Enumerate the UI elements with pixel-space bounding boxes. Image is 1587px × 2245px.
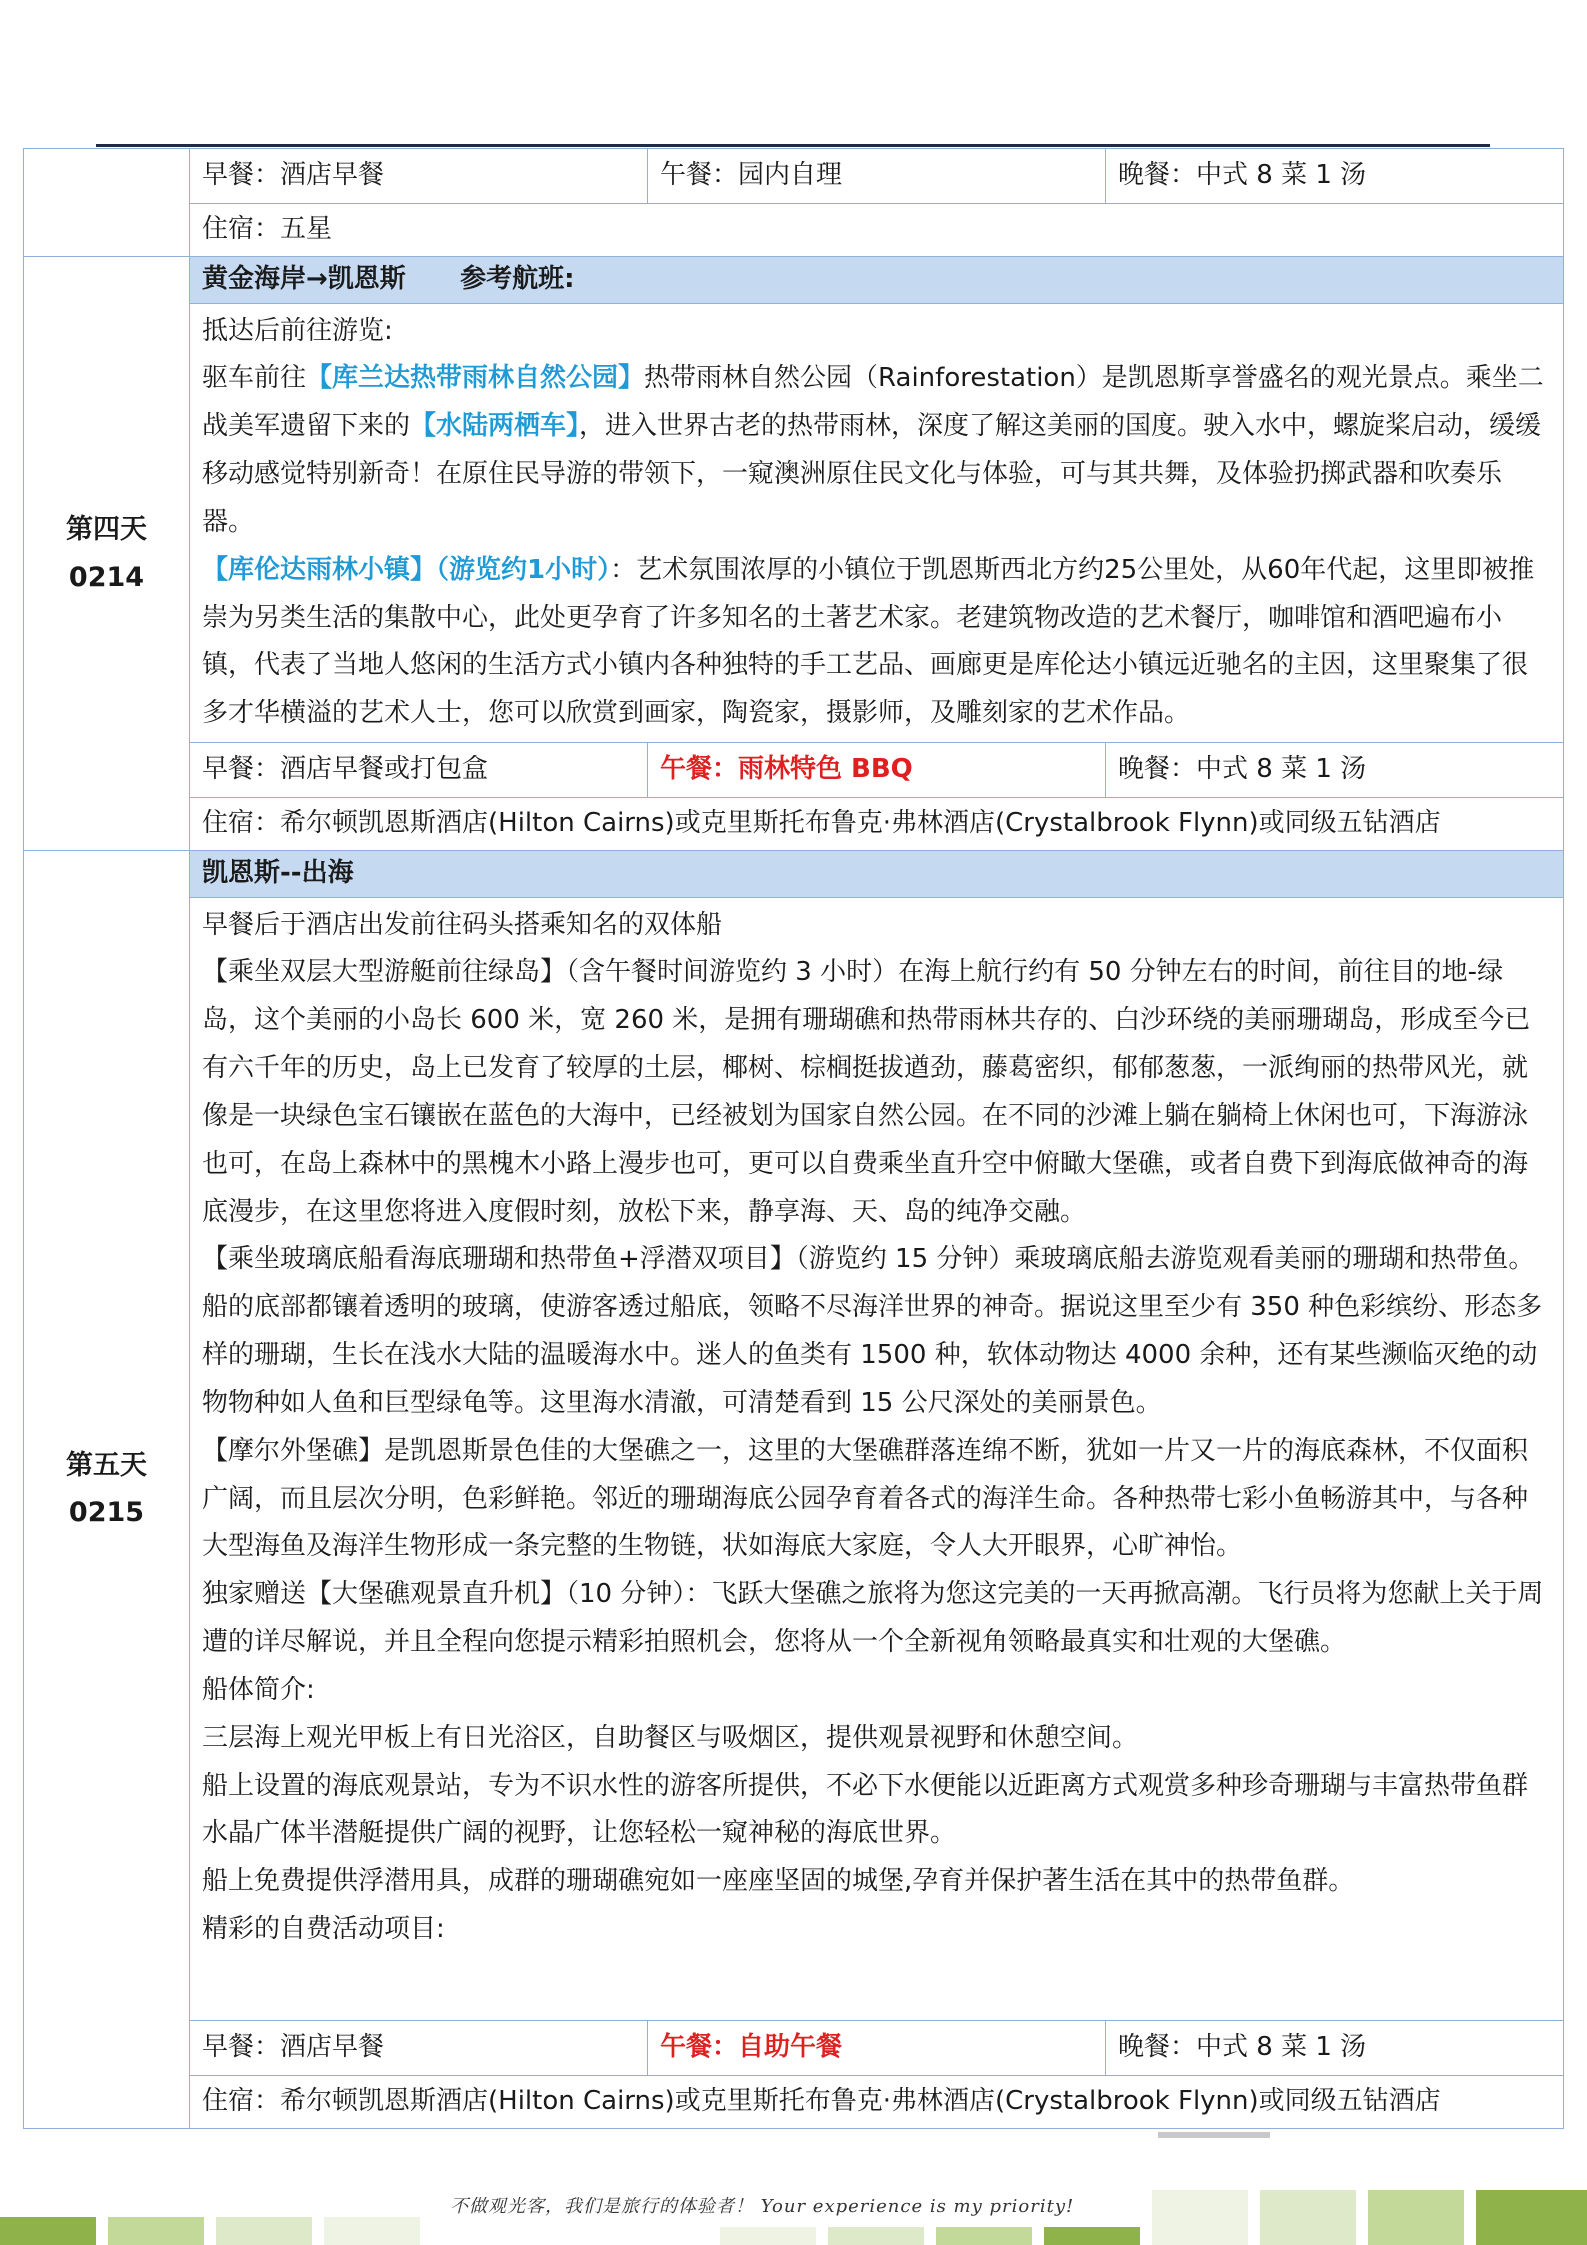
day5-paragraph: 精彩的自费活动项目: <box>202 1914 445 1945</box>
day5-paragraph: 【摩尔外堡礁】是凯恩斯景色佳的大堡礁之一，这里的大堡礁群落连绵不断，犹如一片又一片的海底森林，不仅面积广阔，而且层次分明，色彩鲜艳。邻近的珊瑚海底公园孕育着各式的海洋生命。各种热带七彩小鱼畅游其中，与各种大型海鱼及海洋生物形成一条完整的生物链，状如海底大家庭，令人大开眼界，心旷神怡。 <box>202 1435 1529 1562</box>
footer-block <box>0 2217 96 2245</box>
day4-p1-pre: 驱车前往 <box>202 363 307 394</box>
day4-detail <box>190 303 1564 742</box>
footer-block <box>324 2217 420 2245</box>
day5-lunch: 午餐：自助午餐 <box>648 2020 1106 2075</box>
day3-day-cell <box>24 149 190 257</box>
day5-detail <box>190 897 1564 2020</box>
day3-meal-row <box>24 149 1564 204</box>
day3-lunch: 午餐：园内自理 <box>648 149 1106 204</box>
header-rule <box>96 144 1490 147</box>
day4-date: 0214 <box>68 561 145 593</box>
itinerary-table <box>23 148 1564 2129</box>
footer-block <box>1260 2190 1356 2245</box>
day3-dinner: 晚餐：中式 8 菜 1 汤 <box>1106 149 1564 204</box>
footer-block <box>720 2227 816 2245</box>
day5-header-row <box>24 851 1564 898</box>
day4-lunch: 午餐：雨林特色 BBQ <box>648 743 1106 798</box>
day5-detail-row <box>24 897 1564 2020</box>
day5-paragraph: 早餐后于酒店出发前往码头搭乘知名的双体船 <box>202 909 723 940</box>
day4-stay: 住宿：希尔顿凯恩斯酒店(Hilton Cairns)或克里斯托布鲁克·弗林酒店(Crystalbrook Flynn)或同级五钻酒店 <box>190 798 1564 851</box>
day3-breakfast: 早餐：酒店早餐 <box>190 149 648 204</box>
footer-block <box>1152 2190 1248 2245</box>
day5-paragraph: 船体简介: <box>202 1674 315 1705</box>
day5-meal-row <box>24 2020 1564 2075</box>
day5-paragraph: 船上设置的海底观景站，专为不识水性的游客所提供，不必下水便能以近距离方式观赏多种珍奇珊瑚与丰富热带鱼群水晶广体半潜艇提供广阔的视野，让您轻松一窥神秘的海底世界。 <box>202 1770 1529 1849</box>
day4-header-row <box>24 257 1564 304</box>
day4-detail-row <box>24 303 1564 742</box>
day4-dinner: 晚餐：中式 8 菜 1 汤 <box>1106 743 1564 798</box>
day5-dinner: 晚餐：中式 8 菜 1 汤 <box>1106 2020 1564 2075</box>
day5-date: 0215 <box>68 1497 145 1529</box>
day4-kuranda-park: 【库兰达热带雨林自然公园】 <box>306 363 645 394</box>
day4-intro: 抵达后前往游览: <box>202 315 393 346</box>
day4-p2-post: ：艺术氛围浓厚的小镇位于凯恩斯西北方约25公里处，从60年代起，这里即被推崇为另类生活的集散中心，此处更孕育了许多知名的土著艺术家。老建筑物改造的艺术餐厅，咖啡馆和酒吧遍布小镇，代表了当地人悠闲的生活方式小镇内各种独特的手工艺品、画廊更是库伦达小镇远近驰名的主因，这里聚集了很多才华横溢的艺术人士，您可以欣赏到画家，陶瓷家，摄影师，及雕刻家的艺术作品。 <box>202 554 1535 729</box>
day5-route-header: 凯恩斯--出海 <box>190 851 1564 898</box>
day4-breakfast: 早餐：酒店早餐或打包盒 <box>190 743 648 798</box>
day4-paragraph-1 <box>202 355 1551 546</box>
day4-p1-post: 热带雨林自然公园（Rainforestation）是凯恩斯享誉盛名的观光景点。乘坐二战美军遗留下来的 <box>202 363 1544 442</box>
day4-amphibious-vehicle: 【水陆两栖车】 <box>410 411 580 442</box>
footer-block <box>1368 2190 1464 2245</box>
day5-paragraph: 船上免费提供浮潜用具，成群的珊瑚礁宛如一座座坚固的城堡,孕育并保护著生活在其中的热带鱼群。 <box>202 1866 1355 1897</box>
day5-paragraph: 【乘坐玻璃底船看海底珊瑚和热带鱼+浮潜双项目】（游览约 15 分钟）乘玻璃底船去游览观看美丽的珊瑚和热带鱼。船的底部都镶着透明的玻璃，使游客透过船底，领略不尽海洋世界的神奇。据说这里至少有 350 种色彩缤纷、形态多样的珊瑚，生长在浅水大陆的温暖海水中。迷人的鱼类有 1500 种，软体动物达 4000 余种，还有某些濒临灭绝的动物物种如人鱼和巨型绿龟等。这里海水清澈，可清楚看到 15 公尺深处的美丽景色。 <box>202 1244 1543 1418</box>
footer-slogan: 不做观光客，我们是旅行的体验者！ Your experience is my priority! <box>450 2196 1075 2217</box>
day5-day-cell <box>24 851 190 2129</box>
day4-paragraph-2 <box>202 547 1551 738</box>
day5-stay-row <box>24 2075 1564 2128</box>
footer-block <box>108 2217 204 2245</box>
day4-route-text: 黄金海岸→凯恩斯 参考航班: <box>202 264 575 294</box>
day3-stay: 住宿：五星 <box>190 204 1564 257</box>
footer-block <box>1044 2227 1140 2245</box>
footer-block <box>1476 2190 1587 2245</box>
day5-blank-space <box>202 1954 1551 2016</box>
footer-short-bar <box>1158 2132 1270 2138</box>
day5-paragraph: 【乘坐双层大型游艇前往绿岛】（含午餐时间游览约 3 小时）在海上航行约有 50 分钟左右的时间，前往目的地-绿岛，这个美丽的小岛长 600 米，宽 260 米，是拥有珊瑚礁和热带雨林共存的、白沙环绕的美丽珊瑚岛，形成至今已有六千年的历史，岛上已发育了较厚的土层，椰树、棕榈挺拔遒劲，藤葛密织，郁郁葱葱，一派绚丽的热带风光，就像是一块绿色宝石镶嵌在蓝色的大海中，已经被划为国家自然公园。在不同的沙滩上躺在躺椅上休闲也可，下海游泳也可，在岛上森林中的黑槐木小路上漫步也可，更可以自费乘坐直升空中俯瞰大堡礁，或者自费下到海底做神奇的海底漫步，在这里您将进入度假时刻，放松下来，静享海、天、岛的纯净交融。 <box>202 957 1531 1227</box>
day4-p1-post2: ，进入世界古老的热带雨林，深度了解这美丽的国度。驶入水中，螺旋桨启动，缓缓移动感觉特别新奇！在原住民导游的带领下，一窥澳洲原住民文化与体验，可与其共舞，及体验扔掷武器和吹奏乐器。 <box>202 411 1542 537</box>
day3-stay-row <box>24 204 1564 257</box>
footer-block <box>216 2217 312 2245</box>
footer-block <box>828 2227 924 2245</box>
day5-paragraph: 独家赠送【大堡礁观景直升机】（10 分钟）：飞跃大堡礁之旅将为您这完美的一天再掀高潮。飞行员将为您献上关于周遭的详尽解说，并且全程向您提示精彩拍照机会，您将从一个全新视角领略最真实和壮观的大堡礁。 <box>202 1579 1544 1658</box>
day4-day-cell <box>24 257 190 851</box>
day5-day-label: 第五天 <box>66 1450 147 1482</box>
day4-route-header <box>190 257 1564 304</box>
day5-stay: 住宿：希尔顿凯恩斯酒店(Hilton Cairns)或克里斯托布鲁克·弗林酒店(Crystalbrook Flynn)或同级五钻酒店 <box>190 2075 1564 2128</box>
day5-breakfast: 早餐：酒店早餐 <box>190 2020 648 2075</box>
day4-day-label: 第四天 <box>66 514 147 546</box>
day4-kuranda-village: 【库伦达雨林小镇】（游览约1小时） <box>202 554 611 585</box>
day5-paragraph: 三层海上观光甲板上有日光浴区，自助餐区与吸烟区，提供观景视野和休憩空间。 <box>202 1722 1139 1753</box>
day4-stay-row <box>24 798 1564 851</box>
footer-block <box>936 2227 1032 2245</box>
day4-meal-row <box>24 743 1564 798</box>
